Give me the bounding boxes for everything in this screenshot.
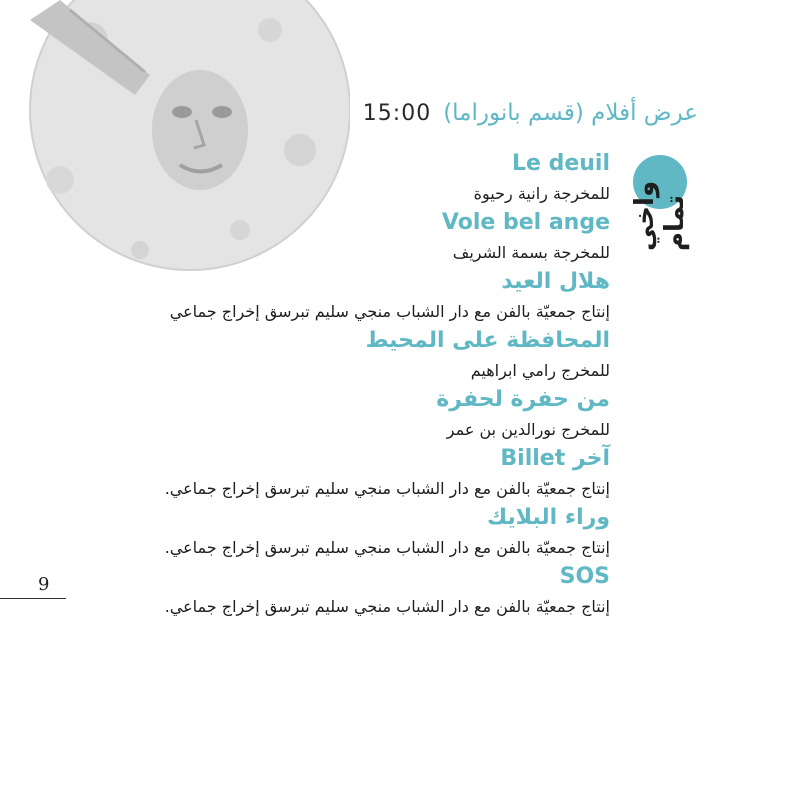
film-title: وراء البلايك xyxy=(486,505,610,530)
film-credit: للمخرجة بسمة الشريف xyxy=(452,243,610,262)
film-title: SOS xyxy=(559,564,610,589)
page-number: 9 xyxy=(38,574,50,595)
film-entry xyxy=(90,207,610,266)
section-badge xyxy=(629,143,691,253)
film-entry xyxy=(90,325,610,384)
film-credit: إنتاج جمعيّة بالفن مع دار الشباب منجي سليم تبرسق إخراج جماعي. xyxy=(164,597,610,616)
film-title: آخر Billet xyxy=(500,446,610,471)
page-number-rule xyxy=(0,598,66,599)
film-credit: للمخرج رامي ابراهيم xyxy=(470,361,610,380)
film-title: هلال العيد xyxy=(501,269,610,294)
film-credit: للمخرجة رانية رحيوة xyxy=(473,184,610,203)
session-time: 15:00 xyxy=(362,101,432,126)
film-credit: إنتاج جمعيّة بالفن مع دار الشباب منجي سليم تبرسق إخراج جماعي. xyxy=(164,538,610,557)
film-entry xyxy=(90,266,610,325)
film-title: من حفرة لحفرة xyxy=(436,387,610,412)
film-credit: للمخرج نورالدين بن عمر xyxy=(446,420,610,439)
film-entry xyxy=(90,384,610,443)
film-program xyxy=(90,148,610,620)
film-entry xyxy=(90,443,610,502)
film-entry xyxy=(90,561,610,620)
film-credit: إنتاج جمعيّة بالفن مع دار الشباب منجي سليم تبرسق إخراج جماعي. xyxy=(164,479,610,498)
film-title: Le deuil xyxy=(511,151,610,176)
film-entry xyxy=(90,502,610,561)
badge-label: واخي تمام xyxy=(630,180,690,251)
film-entry xyxy=(90,148,610,207)
film-credit: إنتاج جمعيّة بالفن مع دار الشباب منجي سليم تبرسق إخراج جماعي xyxy=(169,302,610,321)
session-title: عرض أفلام (قسم بانوراما) xyxy=(443,100,698,126)
film-title: Vole bel ange xyxy=(441,210,610,235)
session-header xyxy=(363,100,698,126)
film-title: المحافظة على المحيط xyxy=(365,328,610,353)
